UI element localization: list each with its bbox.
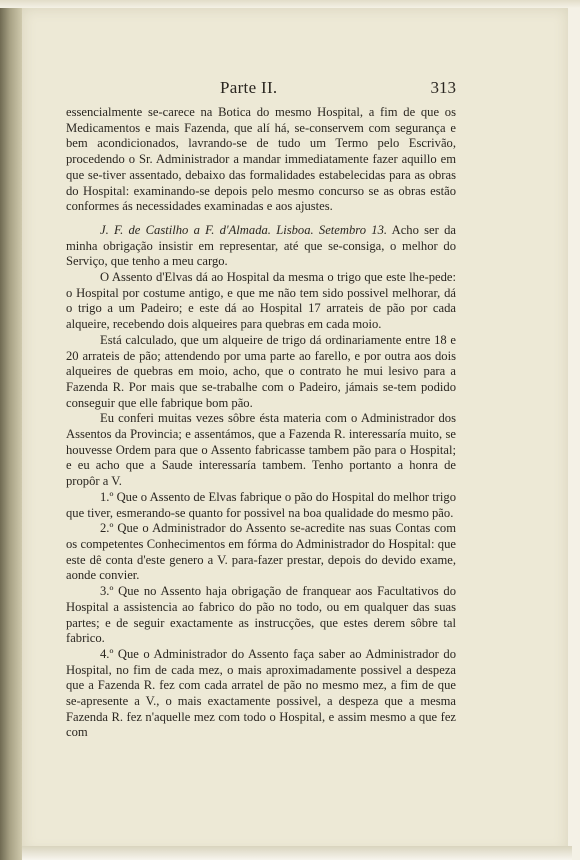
letter-sender: J. F. de Castilho a F. d'Almada. (100, 222, 271, 237)
part-title: Parte II. (220, 78, 278, 97)
letter-opening: Acho ser da minha obrigação insistir em representar, até que se-consiga, o melhor do Serviço, que tenho a meu cargo. (66, 222, 456, 269)
letter-heading (66, 223, 456, 270)
numbered-item: 3.º Que no Assento haja obrigação de franquear aos Facultativos do Hospital a assistencia ao fabrico do pão no todo, ou em qualquer das suas partes; e de seguir exactamente as instrucções, que estes derem sôbre tal fabrico. (66, 584, 456, 646)
page-bottom-edge (22, 846, 572, 860)
page-number: 313 (430, 78, 456, 97)
running-header (66, 80, 456, 105)
paragraph: O Assento d'Elvas dá ao Hospital da mesma o trigo que este lhe-pede: o Hospital por costume antigo, e que me não tem sido possivel melhorar, dá o trigo a um Padeiro; e este dá ao Hospital 17 arrateis de pão por cada alqueire, recebendo dois alqueires para quebras em cada moio. (66, 270, 456, 332)
page-top-edge (0, 0, 580, 8)
paragraph: Está calculado, que um alqueire de trigo dá ordinariamente entre 18 e 20 arrateis de pão; attendendo por uma parte ao farello, e por outra aos dois alqueires de quebras em moio, acho, que o contrato he mui lesivo para a Fazenda R. Por mais que se-trabalhe com o Padeiro, jámais se-tem podido conseguir que elle fabrique bom pão. (66, 332, 456, 410)
section-gap (66, 215, 456, 223)
paragraph: Eu conferi muitas vezes sôbre ésta materia com o Administrador dos Assentos da Provincia; e assentámos, que a Fazenda R. interessaría muito, se houvesse Ordem para que o Assento fabricasse tambem pão para o Hospital; e eu acho que a Saude interessaría tambem. Tenho portanto a honra de propôr a V. (66, 411, 456, 489)
numbered-item: 4.º Que o Administrador do Assento faça saber ao Administrador do Hospital, no fim de cada mez, o mais aproximadamente possivel a despeza que a Fazenda R. fez com cada arratel de pão no mesmo mez, a fim de que se-apresente a V., o mais exactamente possivel, a despeza que a mesma Fazenda R. fez n'aquelle mez com todo o Hospital, e assim mesmo a que fez com (66, 646, 456, 740)
book-spine-edge (0, 0, 22, 860)
page-text (66, 80, 456, 741)
letter-place-date: Lisboa. Setembro 13. (276, 222, 388, 237)
paragraph-continued: essencialmente se-carece na Botica do mesmo Hospital, a fim de que os Medicamentos e mais Fazenda, que alí há, se-conservem com segurança e bem acondicionados, lavrando-se de tudo um Termo pelo Escrivão, procedendo o Sr. Administrador a mandar immediatamente fazer aquillo em que se-tiver assentado, debaixo das formalidades estabelecidas para as obras do Hospital: examinando-se depois pelo mesmo concurso se as obras estão conformes ás necessidades examinadas e aos ajustes. (66, 105, 456, 214)
numbered-item: 1.º Que o Assento de Elvas fabrique o pão do Hospital do melhor trigo que tiver, esmerando-se quanto for possivel na boa qualidade do mesmo pão. (66, 489, 456, 520)
numbered-item: 2.º Que o Administrador do Assento se-acredite nas suas Contas com os competentes Conhecimentos em fórma do Administrador do Hospital: que este dê conta d'este genero a V. para-fazer prestar, depois do devido exame, aonde convier. (66, 521, 456, 583)
